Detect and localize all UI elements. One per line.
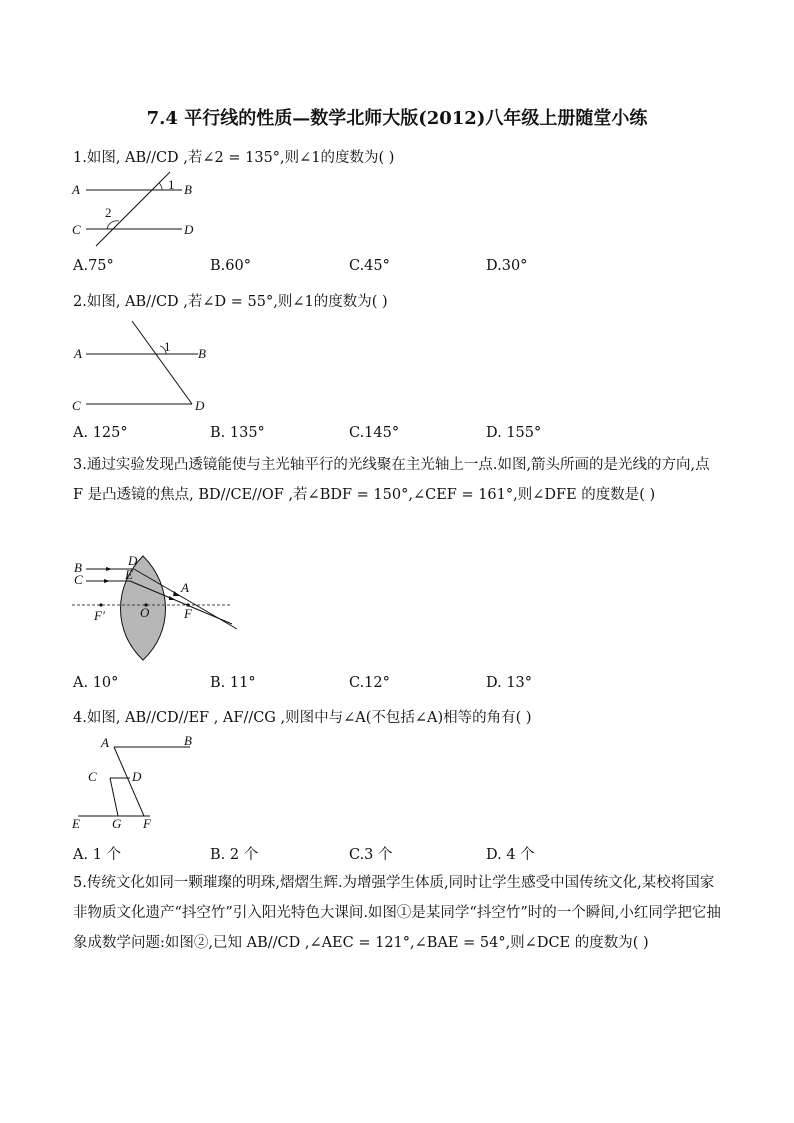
- q1-stem: 1.如图, AB//CD ,若∠2 = 135°,则∠1的度数为( ): [73, 150, 395, 166]
- q3-option-b[interactable]: B. 11°: [210, 675, 256, 691]
- q3-label-B: B: [74, 560, 82, 575]
- q4-label-C: C: [88, 769, 97, 784]
- q2-option-c[interactable]: C.145°: [349, 425, 400, 441]
- q1-label-2: 2: [105, 205, 112, 220]
- q3-label-A: A: [181, 580, 189, 595]
- q1-label-C: C: [72, 222, 81, 237]
- q4-option-b[interactable]: B. 2 个: [210, 847, 259, 863]
- q2-label-A: A: [74, 346, 82, 361]
- q4-option-c[interactable]: C.3 个: [349, 847, 393, 863]
- q3-option-a[interactable]: A. 10°: [73, 675, 119, 691]
- q4-stem: 4.如图, AB//CD//EF , AF//CG ,则图中与∠A(不包括∠A)相等的角有( ): [73, 710, 532, 726]
- q3-figure: [70, 552, 240, 662]
- q2-option-a[interactable]: A. 125°: [73, 425, 128, 441]
- q3-option-d[interactable]: D. 13°: [486, 675, 533, 691]
- q1-option-b[interactable]: B.60°: [210, 258, 251, 274]
- q2-label-1: 1: [164, 339, 171, 354]
- q4-label-E: E: [72, 816, 80, 831]
- q5-stem: 5.传统文化如同一颗璀璨的明珠,熠熠生辉.为增强学生体质,同时让学生感受中国传统文化,某校将国家非物质文化遗产“抖空竹”引入阳光特色大课间.如图①是某同学“抖空竹”时的一个瞬间,小红同学把它抽象成数学问题:如图②,已知 AB//CD ,∠AEC = 121°,∠BAE = 54°,则∠DCE 的度数为( ): [73, 875, 721, 951]
- q3-label-C: C: [74, 572, 83, 587]
- q4-label-F: F: [143, 816, 151, 831]
- q4-figure: [70, 732, 210, 832]
- q1-figure: [70, 170, 210, 252]
- page-title: 7.4 平行线的性质—数学北师大版(2012)八年级上册随堂小练: [146, 108, 648, 129]
- q4-label-D: D: [132, 769, 142, 784]
- q3-label-O: O: [140, 605, 150, 620]
- q1-label-A: A: [72, 182, 80, 197]
- q2-label-C: C: [72, 398, 81, 413]
- q4-label-A: A: [101, 735, 109, 750]
- q1-option-d[interactable]: D.30°: [486, 258, 528, 274]
- q2-option-d[interactable]: D. 155°: [486, 425, 542, 441]
- q3-label-D: D: [128, 553, 138, 568]
- q3-label-E: E: [125, 567, 133, 582]
- q1-option-a[interactable]: A.75°: [73, 258, 114, 274]
- q1-label-1: 1: [168, 177, 175, 192]
- q2-stem: 2.如图, AB//CD ,若∠D = 55°,则∠1的度数为( ): [73, 294, 388, 310]
- q4-label-G: G: [112, 816, 122, 831]
- q2-label-D: D: [195, 398, 205, 413]
- q1-label-D: D: [184, 222, 194, 237]
- q3-stem: 3.通过实验发现凸透镜能使与主光轴平行的光线聚在主光轴上一点.如图,箭头所画的是光线的方向,点 F 是凸透镜的焦点, BD//CE//OF ,若∠BDF = 150°,∠CEF = 161°,则∠DFE 的度数是( ): [73, 457, 710, 503]
- q2-option-b[interactable]: B. 135°: [210, 425, 265, 441]
- q3-label-F: F: [184, 606, 192, 621]
- q4-option-d[interactable]: D. 4 个: [486, 847, 535, 863]
- q4-option-a[interactable]: A. 1 个: [73, 847, 122, 863]
- q3-label-Fprime: F': [94, 608, 105, 623]
- q2-figure: [70, 318, 220, 416]
- q1-label-B: B: [184, 182, 192, 197]
- q2-label-B: B: [198, 346, 206, 361]
- q1-option-c[interactable]: C.45°: [349, 258, 390, 274]
- q3-option-c[interactable]: C.12°: [349, 675, 390, 691]
- q4-label-B: B: [184, 733, 192, 748]
